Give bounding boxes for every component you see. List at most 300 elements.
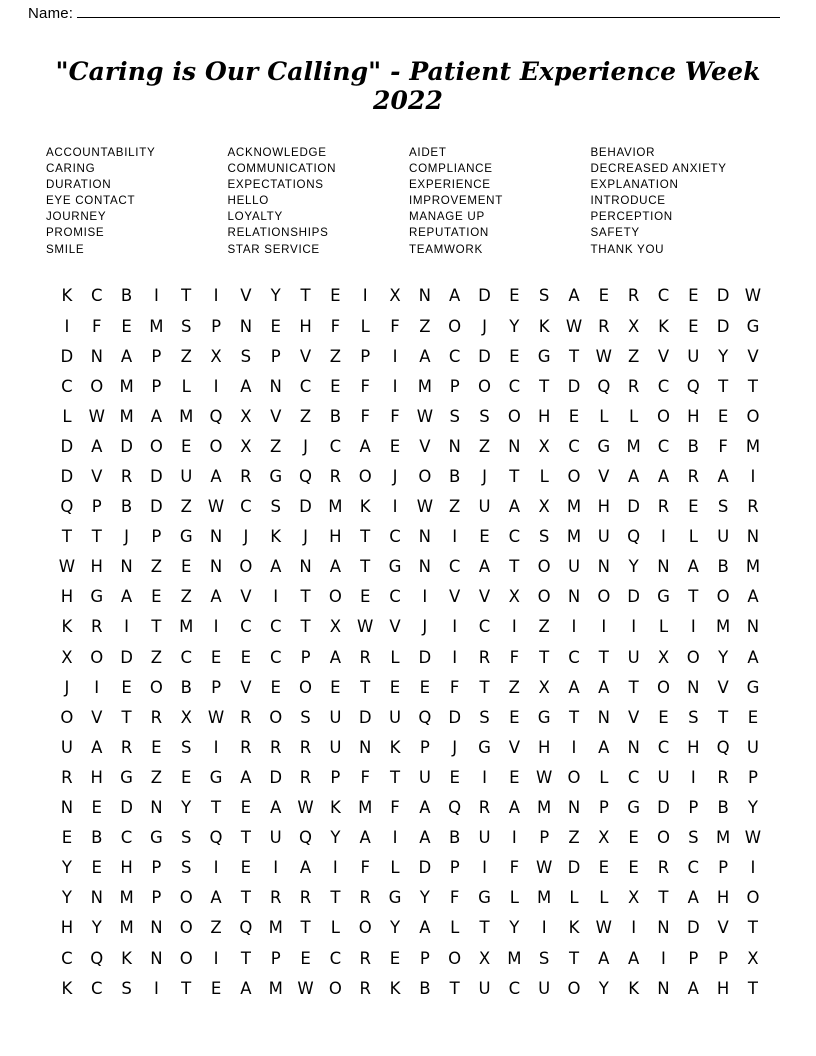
grid-cell[interactable]: R <box>717 767 729 787</box>
grid-cell[interactable]: S <box>270 497 281 517</box>
grid-cell[interactable]: Y <box>718 346 729 366</box>
grid-cell[interactable]: N <box>359 737 372 757</box>
grid-cell[interactable]: S <box>538 948 550 968</box>
grid-cell[interactable]: R <box>598 316 610 336</box>
grid-cell[interactable]: U <box>597 527 610 547</box>
grid-cell[interactable]: I <box>213 858 219 878</box>
grid-cell[interactable]: N <box>567 587 581 607</box>
grid-cell[interactable]: W <box>565 316 583 336</box>
grid-cell[interactable]: Z <box>210 918 222 938</box>
grid-cell[interactable]: A <box>240 376 252 396</box>
grid-cell[interactable]: C <box>389 587 401 607</box>
grid-cell[interactable]: U <box>478 497 491 517</box>
grid-cell[interactable]: X <box>61 647 73 667</box>
grid-cell[interactable]: Z <box>299 406 312 426</box>
grid-cell[interactable]: D <box>150 467 163 487</box>
grid-cell[interactable]: I <box>750 467 756 487</box>
grid-cell[interactable]: T <box>300 617 311 637</box>
grid-cell[interactable]: N <box>120 557 133 577</box>
grid-cell[interactable]: Q <box>299 828 313 848</box>
grid-cell[interactable]: M <box>179 617 194 637</box>
grid-cell[interactable]: B <box>91 828 103 848</box>
grid-cell[interactable]: B <box>717 557 729 577</box>
grid-cell[interactable]: F <box>509 858 520 878</box>
grid-cell[interactable]: U <box>478 828 491 848</box>
grid-cell[interactable]: Z <box>150 647 163 667</box>
grid-cell[interactable]: O <box>358 918 372 938</box>
grid-cell[interactable]: U <box>627 647 640 667</box>
grid-cell[interactable]: R <box>359 948 371 968</box>
grid-cell[interactable]: N <box>418 286 432 306</box>
grid-cell[interactable]: P <box>151 888 162 908</box>
grid-cell[interactable]: A <box>329 647 342 667</box>
grid-cell[interactable]: V <box>717 677 729 697</box>
grid-cell[interactable]: B <box>180 677 192 697</box>
grid-cell[interactable]: N <box>597 707 610 727</box>
grid-cell[interactable]: A <box>419 346 431 366</box>
grid-cell[interactable]: G <box>179 527 193 547</box>
grid-cell[interactable]: N <box>687 677 700 697</box>
grid-cell[interactable]: K <box>61 978 73 998</box>
grid-cell[interactable]: D <box>150 497 163 517</box>
grid-cell[interactable]: S <box>479 707 490 727</box>
grid-cell[interactable]: A <box>628 467 640 487</box>
grid-cell[interactable]: A <box>240 978 252 998</box>
grid-cell[interactable]: P <box>419 948 430 968</box>
grid-cell[interactable]: Y <box>419 888 430 908</box>
grid-cell[interactable]: N <box>209 557 223 577</box>
grid-cell[interactable]: I <box>571 737 577 757</box>
grid-cell[interactable]: M <box>507 948 522 968</box>
grid-cell[interactable]: V <box>389 617 401 637</box>
grid-cell[interactable]: E <box>628 828 639 848</box>
grid-cell[interactable]: C <box>299 376 312 396</box>
grid-cell[interactable]: I <box>392 828 398 848</box>
grid-cell[interactable]: R <box>61 767 73 787</box>
grid-cell[interactable]: J <box>303 527 308 547</box>
grid-cell[interactable]: L <box>658 617 669 637</box>
grid-cell[interactable]: X <box>180 707 192 727</box>
grid-cell[interactable]: I <box>273 587 279 607</box>
grid-cell[interactable]: M <box>417 376 432 396</box>
grid-cell[interactable]: D <box>120 798 133 818</box>
grid-cell[interactable]: D <box>716 316 730 336</box>
grid-cell[interactable]: L <box>569 888 579 908</box>
grid-cell[interactable]: M <box>566 527 582 547</box>
grid-cell[interactable]: L <box>599 888 609 908</box>
grid-cell[interactable]: M <box>716 617 731 637</box>
grid-cell[interactable]: Y <box>598 978 609 998</box>
grid-cell[interactable]: C <box>568 647 580 667</box>
grid-cell[interactable]: I <box>94 677 100 697</box>
grid-cell[interactable]: E <box>359 587 371 607</box>
grid-cell[interactable]: T <box>598 647 609 667</box>
grid-cell[interactable]: I <box>482 858 487 878</box>
grid-cell[interactable]: T <box>568 346 580 366</box>
grid-cell[interactable]: S <box>479 406 490 426</box>
grid-cell[interactable]: R <box>747 497 759 517</box>
grid-cell[interactable]: A <box>598 677 610 697</box>
grid-cell[interactable]: E <box>568 406 580 426</box>
grid-cell[interactable]: D <box>627 497 640 517</box>
grid-cell[interactable]: T <box>718 707 729 727</box>
grid-cell[interactable]: I <box>452 647 458 667</box>
grid-cell[interactable]: S <box>180 858 192 878</box>
grid-cell[interactable]: I <box>631 918 637 938</box>
grid-cell[interactable]: T <box>509 557 520 577</box>
grid-cell[interactable]: R <box>299 888 312 908</box>
grid-cell[interactable]: I <box>422 587 428 607</box>
grid-cell[interactable]: D <box>418 858 432 878</box>
grid-cell[interactable]: T <box>240 888 251 908</box>
grid-cell[interactable]: T <box>360 677 371 697</box>
grid-cell[interactable]: A <box>717 467 729 487</box>
grid-cell[interactable]: D <box>120 647 133 667</box>
grid-cell[interactable]: J <box>243 527 249 547</box>
grid-cell[interactable]: Q <box>299 467 313 487</box>
grid-cell[interactable]: S <box>688 828 699 848</box>
grid-cell[interactable]: I <box>511 828 517 848</box>
grid-cell[interactable]: Q <box>90 948 104 968</box>
grid-cell[interactable]: I <box>452 527 458 547</box>
grid-cell[interactable]: K <box>61 286 73 306</box>
grid-cell[interactable]: F <box>390 316 400 336</box>
grid-cell[interactable]: K <box>270 527 282 547</box>
grid-cell[interactable]: G <box>597 436 611 456</box>
grid-cell[interactable]: I <box>571 617 577 637</box>
grid-cell[interactable]: P <box>718 948 729 968</box>
grid-cell[interactable]: A <box>419 918 431 938</box>
grid-cell[interactable]: E <box>628 858 639 878</box>
grid-cell[interactable]: W <box>536 767 553 787</box>
grid-cell[interactable]: R <box>329 467 342 487</box>
grid-cell[interactable]: D <box>567 376 581 396</box>
grid-cell[interactable]: P <box>688 798 699 818</box>
grid-cell[interactable]: X <box>538 436 550 456</box>
grid-cell[interactable]: R <box>91 617 103 637</box>
grid-cell[interactable]: O <box>179 948 193 968</box>
grid-cell[interactable]: L <box>629 406 639 426</box>
grid-cell[interactable]: Y <box>61 858 72 878</box>
grid-cell[interactable]: P <box>151 527 162 547</box>
grid-cell[interactable]: L <box>599 767 609 787</box>
grid-cell[interactable]: B <box>449 467 461 487</box>
grid-cell[interactable]: H <box>90 557 103 577</box>
grid-cell[interactable]: C <box>657 436 670 456</box>
grid-cell[interactable]: F <box>718 436 728 456</box>
grid-cell[interactable]: T <box>747 376 758 396</box>
grid-cell[interactable]: R <box>627 286 640 306</box>
grid-cell[interactable]: K <box>359 497 371 517</box>
grid-cell[interactable]: O <box>209 436 223 456</box>
grid-cell[interactable]: C <box>508 527 521 547</box>
grid-cell[interactable]: T <box>300 918 311 938</box>
grid-cell[interactable]: T <box>91 527 102 547</box>
grid-cell[interactable]: T <box>479 918 490 938</box>
grid-cell[interactable]: O <box>507 406 521 426</box>
grid-cell[interactable]: E <box>181 767 192 787</box>
grid-cell[interactable]: N <box>657 557 670 577</box>
grid-cell[interactable]: Q <box>448 798 462 818</box>
grid-cell[interactable]: W <box>744 828 762 848</box>
grid-cell[interactable]: F <box>91 316 102 336</box>
grid-cell[interactable]: O <box>149 677 163 697</box>
grid-cell[interactable]: C <box>61 948 73 968</box>
grid-cell[interactable]: X <box>538 497 550 517</box>
grid-cell[interactable]: R <box>269 737 282 757</box>
grid-cell[interactable]: W <box>416 497 434 517</box>
grid-cell[interactable]: N <box>90 346 103 366</box>
grid-cell[interactable]: L <box>62 406 72 426</box>
grid-cell[interactable]: U <box>180 467 193 487</box>
grid-cell[interactable]: N <box>418 557 432 577</box>
grid-cell[interactable]: A <box>508 798 520 818</box>
grid-cell[interactable]: S <box>688 707 699 727</box>
grid-cell[interactable]: R <box>299 737 312 757</box>
grid-cell[interactable]: E <box>688 497 699 517</box>
grid-cell[interactable]: M <box>358 798 373 818</box>
grid-cell[interactable]: Y <box>181 798 192 818</box>
grid-cell[interactable]: A <box>329 557 342 577</box>
grid-cell[interactable]: W <box>536 858 553 878</box>
grid-cell[interactable]: E <box>270 677 281 697</box>
grid-cell[interactable]: C <box>61 376 73 396</box>
grid-cell[interactable]: L <box>539 467 549 487</box>
grid-cell[interactable]: T <box>181 978 192 998</box>
grid-cell[interactable]: G <box>478 888 491 908</box>
grid-cell[interactable]: W <box>595 346 612 366</box>
grid-cell[interactable]: P <box>718 858 729 878</box>
grid-cell[interactable]: E <box>181 557 192 577</box>
grid-cell[interactable]: C <box>657 737 670 757</box>
grid-cell[interactable]: T <box>360 527 371 547</box>
grid-cell[interactable]: P <box>270 948 281 968</box>
grid-cell[interactable]: L <box>509 888 519 908</box>
grid-cell[interactable]: U <box>478 978 491 998</box>
grid-cell[interactable]: V <box>419 436 431 456</box>
grid-cell[interactable]: E <box>509 767 520 787</box>
grid-cell[interactable]: I <box>601 617 607 637</box>
grid-cell[interactable]: J <box>124 527 129 547</box>
grid-cell[interactable]: K <box>329 798 341 818</box>
grid-cell[interactable]: J <box>303 436 308 456</box>
grid-cell[interactable]: A <box>449 286 461 306</box>
grid-cell[interactable]: C <box>687 858 700 878</box>
grid-cell[interactable]: V <box>717 918 729 938</box>
grid-cell[interactable]: C <box>448 346 461 366</box>
grid-cell[interactable]: I <box>392 497 398 517</box>
grid-cell[interactable]: U <box>746 737 759 757</box>
grid-cell[interactable]: Y <box>509 918 520 938</box>
grid-cell[interactable]: O <box>90 647 104 667</box>
grid-cell[interactable]: E <box>449 767 460 787</box>
grid-cell[interactable]: U <box>418 767 431 787</box>
grid-cell[interactable]: E <box>330 677 341 697</box>
grid-cell[interactable]: E <box>717 406 729 426</box>
grid-cell[interactable]: O <box>269 707 283 727</box>
grid-cell[interactable]: Y <box>91 918 102 938</box>
grid-cell[interactable]: E <box>210 647 222 667</box>
grid-cell[interactable]: W <box>207 497 225 517</box>
grid-cell[interactable]: X <box>627 888 640 908</box>
grid-cell[interactable]: G <box>746 677 760 697</box>
grid-cell[interactable]: P <box>688 948 699 968</box>
grid-cell[interactable]: E <box>91 798 102 818</box>
grid-cell[interactable]: Z <box>150 557 163 577</box>
grid-cell[interactable]: S <box>538 286 550 306</box>
grid-cell[interactable]: T <box>211 798 222 818</box>
grid-cell[interactable]: V <box>449 587 461 607</box>
grid-cell[interactable]: P <box>211 316 222 336</box>
grid-cell[interactable]: A <box>120 346 133 366</box>
grid-cell[interactable]: M <box>119 376 134 396</box>
grid-cell[interactable]: A <box>747 647 759 667</box>
grid-cell[interactable]: D <box>627 587 640 607</box>
grid-cell[interactable]: E <box>389 948 401 968</box>
grid-cell[interactable]: O <box>686 647 700 667</box>
grid-cell[interactable]: D <box>269 767 283 787</box>
grid-cell[interactable]: C <box>568 436 580 456</box>
grid-cell[interactable]: M <box>179 406 194 426</box>
grid-cell[interactable]: T <box>747 918 758 938</box>
grid-cell[interactable]: Q <box>597 376 611 396</box>
grid-cell[interactable]: U <box>388 707 402 727</box>
grid-cell[interactable]: R <box>478 798 491 818</box>
grid-cell[interactable]: E <box>598 858 610 878</box>
grid-cell[interactable]: A <box>747 587 759 607</box>
grid-cell[interactable]: A <box>419 798 431 818</box>
grid-cell[interactable]: N <box>448 436 461 456</box>
grid-cell[interactable]: A <box>210 888 222 908</box>
grid-cell[interactable]: W <box>416 406 434 426</box>
grid-cell[interactable]: F <box>330 316 341 336</box>
grid-cell[interactable]: A <box>120 587 133 607</box>
grid-cell[interactable]: R <box>240 707 252 727</box>
grid-cell[interactable]: M <box>119 406 134 426</box>
grid-cell[interactable]: P <box>151 376 162 396</box>
grid-cell[interactable]: V <box>299 346 312 366</box>
grid-cell[interactable]: X <box>210 346 222 366</box>
grid-cell[interactable]: S <box>449 406 460 426</box>
grid-cell[interactable]: G <box>478 737 491 757</box>
grid-cell[interactable]: R <box>657 497 670 517</box>
grid-cell[interactable]: X <box>240 406 252 426</box>
grid-cell[interactable]: T <box>688 587 699 607</box>
grid-cell[interactable]: C <box>90 978 103 998</box>
grid-cell[interactable]: P <box>330 767 341 787</box>
grid-cell[interactable]: G <box>537 346 551 366</box>
grid-cell[interactable]: V <box>240 677 252 697</box>
grid-cell[interactable]: T <box>330 888 341 908</box>
grid-cell[interactable]: B <box>449 828 461 848</box>
grid-cell[interactable]: J <box>482 467 487 487</box>
grid-cell[interactable]: E <box>270 316 281 336</box>
grid-cell[interactable]: T <box>240 828 251 848</box>
grid-cell[interactable]: X <box>240 436 252 456</box>
grid-cell[interactable]: K <box>658 316 669 336</box>
grid-cell[interactable]: V <box>628 707 640 727</box>
grid-cell[interactable]: R <box>478 647 491 667</box>
grid-cell[interactable]: C <box>508 376 521 396</box>
grid-cell[interactable]: A <box>299 858 312 878</box>
grid-cell[interactable]: V <box>91 707 103 727</box>
grid-cell[interactable]: O <box>448 948 462 968</box>
grid-cell[interactable]: V <box>240 286 252 306</box>
grid-cell[interactable]: Q <box>60 497 74 517</box>
grid-cell[interactable]: N <box>209 527 223 547</box>
grid-cell[interactable]: A <box>687 557 699 577</box>
grid-cell[interactable]: N <box>90 888 103 908</box>
grid-cell[interactable]: U <box>567 557 581 577</box>
grid-cell[interactable]: P <box>419 737 430 757</box>
grid-cell[interactable]: A <box>628 948 640 968</box>
grid-cell[interactable]: Y <box>509 316 520 336</box>
grid-cell[interactable]: U <box>717 527 730 547</box>
grid-cell[interactable]: F <box>449 888 460 908</box>
grid-cell[interactable]: A <box>210 587 222 607</box>
grid-cell[interactable]: D <box>60 346 74 366</box>
grid-cell[interactable]: R <box>269 888 282 908</box>
grid-cell[interactable]: A <box>687 978 699 998</box>
grid-cell[interactable]: Q <box>418 707 432 727</box>
grid-cell[interactable]: T <box>568 707 580 727</box>
grid-cell[interactable]: R <box>240 467 252 487</box>
grid-cell[interactable]: I <box>213 617 219 637</box>
grid-cell[interactable]: T <box>360 557 371 577</box>
grid-cell[interactable]: N <box>299 557 312 577</box>
grid-cell[interactable]: Y <box>270 286 281 306</box>
grid-cell[interactable]: H <box>120 858 133 878</box>
grid-cell[interactable]: I <box>64 316 70 336</box>
grid-cell[interactable]: I <box>362 286 368 306</box>
grid-cell[interactable]: K <box>389 737 401 757</box>
grid-cell[interactable]: V <box>747 346 759 366</box>
grid-cell[interactable]: B <box>419 978 431 998</box>
grid-cell[interactable]: D <box>60 436 74 456</box>
grid-cell[interactable]: R <box>359 888 371 908</box>
grid-cell[interactable]: D <box>686 918 700 938</box>
grid-cell[interactable]: K <box>538 316 550 336</box>
grid-cell[interactable]: C <box>90 286 103 306</box>
grid-cell[interactable]: A <box>568 286 580 306</box>
grid-cell[interactable]: E <box>479 527 490 547</box>
grid-cell[interactable]: V <box>240 587 252 607</box>
grid-cell[interactable]: A <box>91 737 103 757</box>
grid-cell[interactable]: J <box>64 677 70 697</box>
grid-cell[interactable]: D <box>299 497 312 517</box>
grid-cell[interactable]: V <box>91 467 103 487</box>
grid-cell[interactable]: P <box>598 798 609 818</box>
grid-cell[interactable]: A <box>91 436 103 456</box>
grid-cell[interactable]: T <box>389 767 401 787</box>
grid-cell[interactable]: C <box>508 978 521 998</box>
grid-cell[interactable]: S <box>180 316 192 336</box>
grid-cell[interactable]: Q <box>716 737 730 757</box>
grid-cell[interactable]: X <box>627 316 640 336</box>
grid-cell[interactable]: F <box>360 767 370 787</box>
grid-cell[interactable]: C <box>389 527 401 547</box>
grid-cell[interactable]: I <box>750 858 756 878</box>
grid-cell[interactable]: R <box>627 376 640 396</box>
grid-cell[interactable]: U <box>657 767 670 787</box>
grid-cell[interactable]: E <box>509 346 520 366</box>
grid-cell[interactable]: A <box>270 798 282 818</box>
grid-cell[interactable]: W <box>297 798 314 818</box>
grid-cell[interactable]: N <box>150 798 163 818</box>
grid-cell[interactable]: L <box>181 376 191 396</box>
grid-cell[interactable]: E <box>181 436 192 456</box>
grid-cell[interactable]: K <box>568 918 580 938</box>
